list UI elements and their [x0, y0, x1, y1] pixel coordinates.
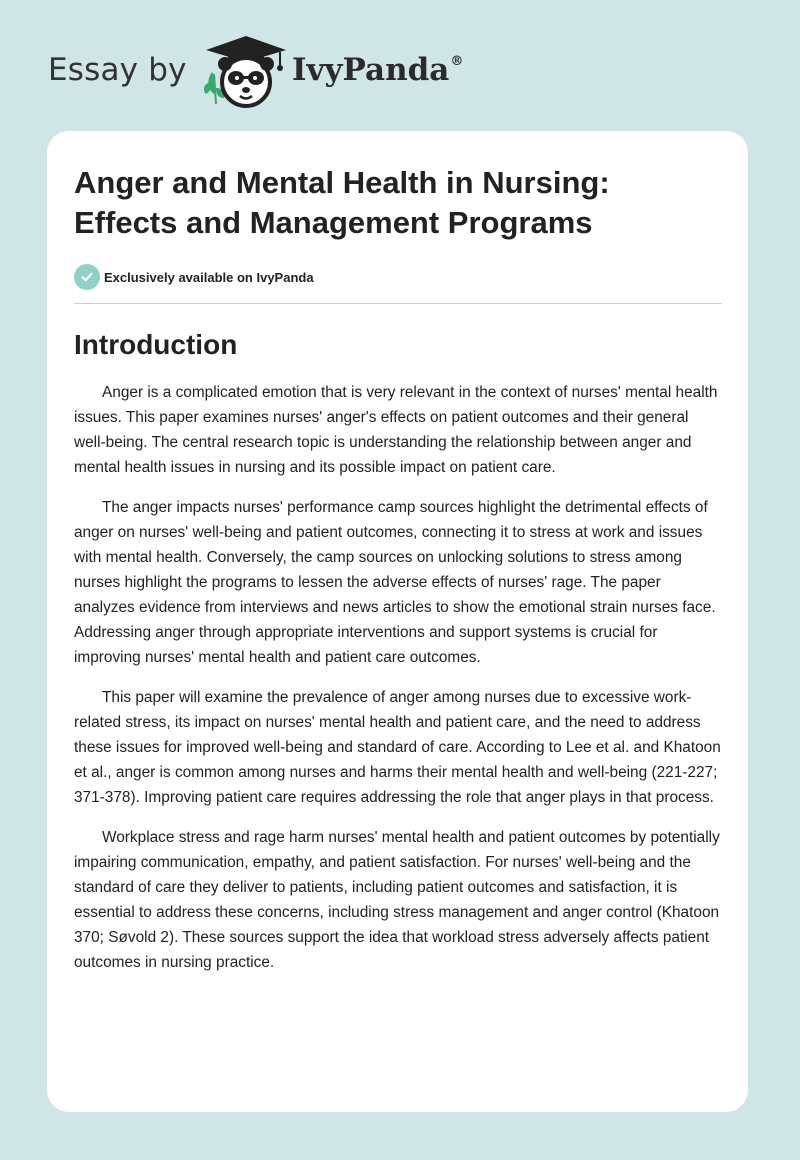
- brand-name[interactable]: IvyPanda®: [292, 52, 464, 88]
- badge-text: Exclusively available on IvyPanda: [104, 269, 314, 285]
- article-body: [74, 380, 722, 975]
- article-card: [47, 131, 748, 1112]
- registered-mark: ®: [450, 53, 464, 69]
- site-header: [0, 0, 800, 120]
- exclusive-badge: [74, 263, 722, 291]
- paragraph: This paper will examine the prevalence of anger among nurses due to excessive work-related stress, its impact on nurses' mental health and patient care, and the need to address these issues for improved well-being and standard of care. According to Lee et al. and Khatoon et al., anger is common among nurses and harms their mental health and well-being (221-227; 371-378). Improving patient care requires addressing the role that anger plays in that process.: [74, 689, 721, 806]
- paragraph: Workplace stress and rage harm nurses' mental health and patient outcomes by potentially impairing communication, empathy, and patient satisfaction. For nurses' well-being and the standard of care they deliver to patients, including patient outcomes and satisfaction, it is essential to address these concerns, including stress management and anger control (Khatoon 370; Søvold 2). These sources support the idea that workload stress adversely affects patient outcomes in nursing practice.: [74, 829, 720, 971]
- divider: [74, 303, 722, 304]
- essay-by-label: Essay by: [48, 52, 187, 88]
- section-heading: Introduction: [74, 329, 238, 360]
- paragraph: Anger is a complicated emotion that is very relevant in the context of nurses' mental health issues. This paper examines nurses' anger's effects on patient outcomes and their general well-being. The central research topic is understanding the relationship between anger and mental health issues in nursing and its possible impact on patient care.: [74, 384, 718, 476]
- paragraph: The anger impacts nurses' performance camp sources highlight the detrimental effects of anger on nurses' well-being and patient outcomes, connecting it to stress at work and issues with mental health. Conversely, the camp sources on unlocking solutions to stress among nurses highlight the programs to lessen the adverse effects of nurses' rage. The paper analyzes evidence from interviews and news articles to show the emotional strain nurses face. Addressing anger through appropriate interventions and support systems is crucial for improving nurses' mental health and patient care outcomes.: [74, 499, 716, 666]
- page-title: Anger and Mental Health in Nursing: Effects and Management Programs: [74, 165, 610, 240]
- check-circle-icon: [74, 264, 100, 290]
- panda-graduate-icon[interactable]: [200, 30, 292, 112]
